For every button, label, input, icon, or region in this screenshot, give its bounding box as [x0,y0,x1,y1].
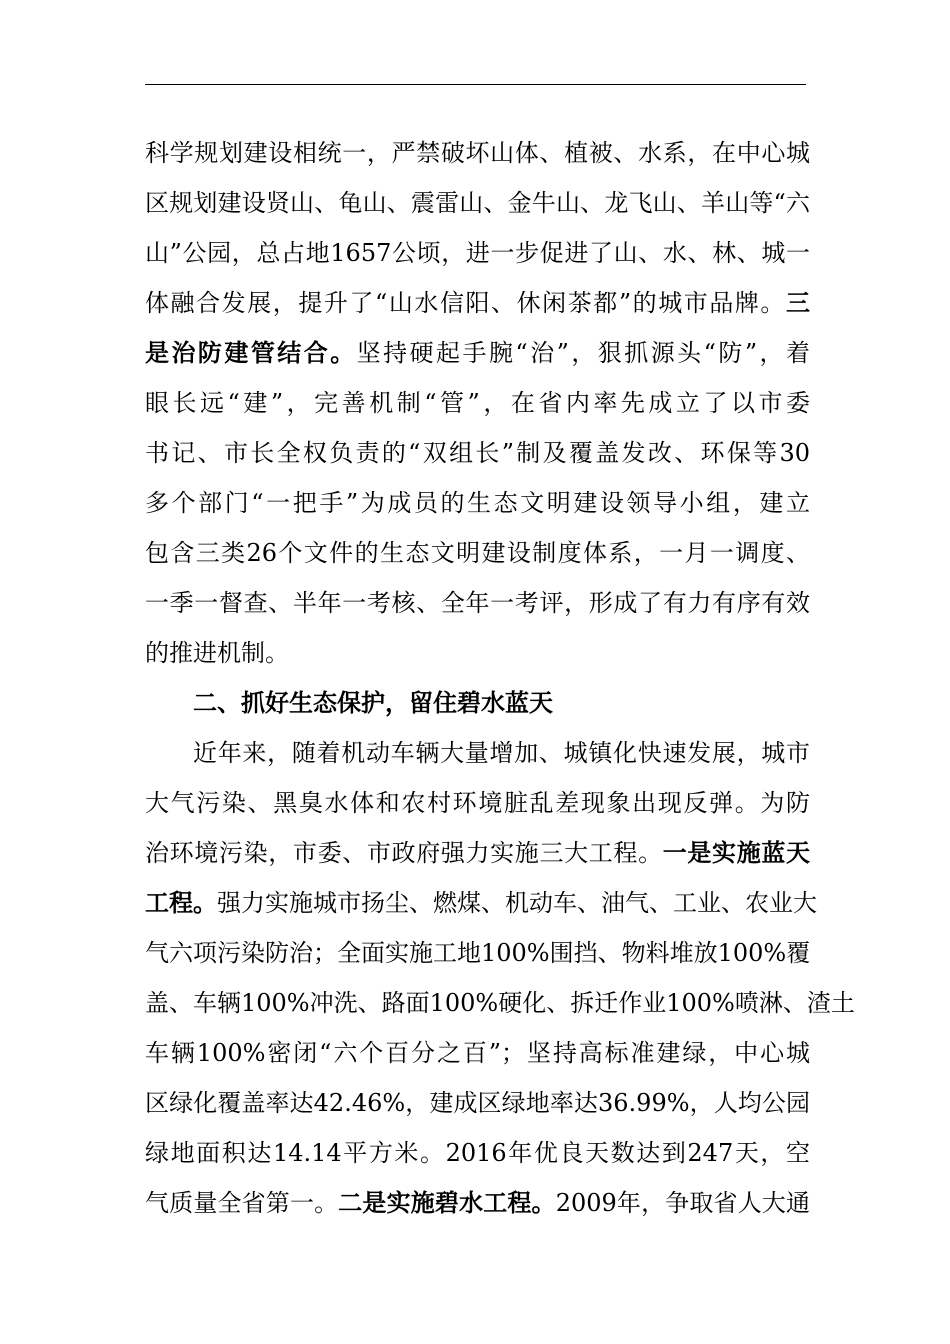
bold-text-segment: 工程。 [145,888,217,917]
text-segment: 气六项污染防治；全面实施工地100%围挡、物料堆放100%覆 [145,939,811,967]
text-segment: 区绿化覆盖率达42.46%，建成区绿地率达36.99%，人均公园 [145,1089,810,1117]
text-line [145,778,810,828]
bold-text-segment: 二是实施碧水工程。 [338,1188,556,1217]
text-segment: 气质量全省第一。 [145,1189,339,1217]
text-segment: 绿地面积达14.14平方米。2016年优良天数达到247天，空 [145,1139,810,1167]
section-heading: 二、抓好生态保护，留住碧水蓝天 [193,688,553,717]
text-line [145,278,810,328]
text-segment: 包含三类26个文件的生态文明建设制度体系，一月一调度、 [145,539,810,567]
text-segment: 山”公园，总占地1657公顷，进一步促进了山、水、林、城一 [145,239,810,267]
text-line [145,928,810,978]
text-segment: 强力实施城市扬尘、燃煤、机动车、油气、工业、农业大 [217,889,817,917]
text-segment: 盖、车辆100%冲洗、路面100%硬化、拆迁作业100%喷淋、渣土 [145,989,855,1017]
bold-text-segment: 一是实施蓝天 [662,838,811,867]
text-segment: 治环境污染，市委、市政府强力实施三大工程。 [145,839,663,867]
text-segment: 的推进机制。 [145,639,289,667]
text-segment: 一季一督查、半年一考核、全年一考评，形成了有力有序有效 [145,589,810,617]
text-line [145,378,810,428]
text-segment: 2009年，争取省人大通 [555,1189,811,1217]
text-line [145,1178,810,1228]
paragraph-section-two [145,728,855,1228]
text-line [145,1028,810,1078]
text-line [145,878,817,928]
text-line [145,528,810,578]
text-segment: 书记、市长全权负责的“双组长”制及覆盖发改、环保等30 [145,439,810,467]
text-line [145,628,810,678]
bold-text-segment: 三 [786,288,810,317]
text-line [145,828,810,878]
text-line [145,1078,810,1128]
paragraph-continued [145,128,810,678]
text-line [145,328,810,378]
text-line [145,128,810,178]
text-line [145,1128,810,1178]
document-body [145,128,855,1228]
text-line [145,578,810,628]
header-rule [145,84,806,85]
text-segment: 坚持硬起手腕“治”，狠抓源头“防”，着 [356,339,811,367]
text-line [145,478,810,528]
text-segment: 大气污染、黑臭水体和农村环境脏乱差现象出现反弹。为防 [145,789,810,817]
text-segment: 区规划建设贤山、龟山、震雷山、金牛山、龙飞山、羊山等“六 [145,189,810,217]
text-line [145,728,810,778]
text-segment: 近年来，随着机动车辆大量增加、城镇化快速发展，城市 [193,739,810,767]
text-line [145,178,810,228]
text-line [145,228,810,278]
text-segment: 车辆100%密闭“六个百分之百”；坚持高标准建绿，中心城 [145,1039,810,1067]
text-line [145,428,810,478]
bold-text-segment: 是治防建管结合。 [145,338,357,367]
text-segment: 科学规划建设相统一，严禁破坏山体、植被、水系，在中心城 [145,139,810,167]
text-segment: 多个部门“一把手”为成员的生态文明建设领导小组，建立 [145,489,810,517]
text-segment: 眼长远“建”，完善机制“管”，在省内率先成立了以市委 [145,389,810,417]
text-segment: 体融合发展，提升了“山水信阳、休闲茶都”的城市品牌。 [145,289,786,317]
text-line [145,978,855,1028]
